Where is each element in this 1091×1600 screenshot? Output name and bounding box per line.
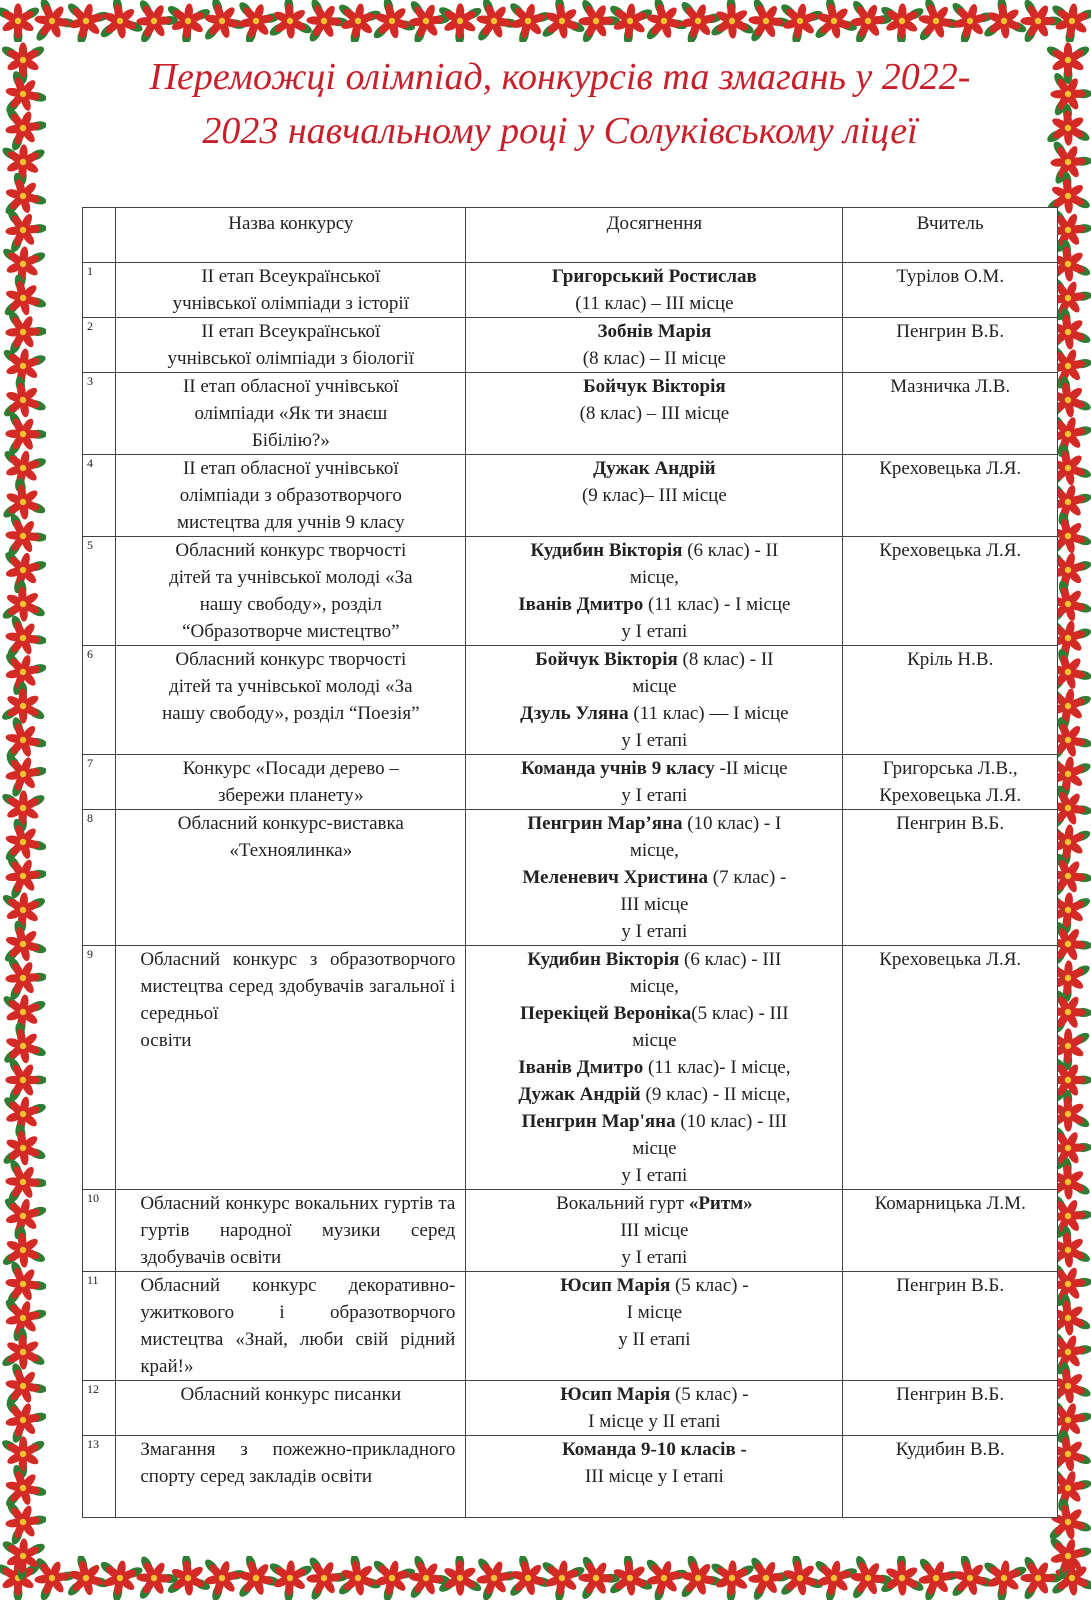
contest-name-line: Обласний конкурс декоративно-ужиткового і образотворчого мистецтва «Знай, люби свій рідний край!» <box>140 1275 456 1377</box>
teacher-name-line: Креховецька Л.Я. <box>879 949 1022 970</box>
achievement-line <box>470 1326 838 1353</box>
teacher-name <box>843 646 1058 755</box>
achievement <box>466 1190 843 1272</box>
achievement-line <box>470 782 838 809</box>
contest-name <box>116 1272 466 1381</box>
teacher-name-line: Кріль Н.В. <box>907 649 994 670</box>
contest-name <box>116 263 466 318</box>
table-row <box>83 946 1058 1190</box>
winner-name: «Ритм» <box>688 1193 753 1214</box>
table-row <box>83 1272 1058 1381</box>
header-contest: Назва конкурсу <box>116 208 466 263</box>
contest-name-line: дітей та учнівської молоді «За <box>169 567 413 588</box>
achievement-line <box>470 864 838 891</box>
teacher-name <box>843 946 1058 1190</box>
table-row <box>83 646 1058 755</box>
table-row <box>83 537 1058 646</box>
contest-name-line: ІІ етап Всеукраїнської <box>201 266 381 287</box>
achievement-text: (11 клас)- І місце, <box>643 1057 791 1078</box>
contest-name <box>116 1190 466 1272</box>
winner-name: Дужак Андрій <box>518 1084 641 1105</box>
table-row <box>83 1190 1058 1272</box>
achievement <box>466 946 843 1190</box>
achievement-line <box>470 946 838 973</box>
achievement-text: у І етапі <box>621 1247 688 1268</box>
teacher-name-line: Турілов О.М. <box>896 266 1005 287</box>
achievement-line <box>470 1054 838 1081</box>
poinsettia-flower-icon <box>122 0 182 42</box>
winner-name: Юсип Марія <box>560 1275 671 1296</box>
results-table <box>82 207 1058 1518</box>
poinsettia-flower-icon <box>1045 42 1091 84</box>
poinsettia-flower-icon <box>564 1556 625 1600</box>
achievement-text: ІІІ місце <box>620 1220 689 1241</box>
achievement-text: (5 клас) - <box>670 1275 749 1296</box>
achievement <box>466 537 843 646</box>
row-number: 13 <box>83 1436 116 1518</box>
winner-name: Меленевич Христина <box>522 867 709 888</box>
poinsettia-flower-icon <box>0 42 46 84</box>
winner-name: Пенгрин Мар’яна <box>527 813 683 834</box>
achievement-text: місце, <box>629 567 679 588</box>
achievement-line <box>470 1436 838 1463</box>
teacher-name <box>843 1381 1058 1436</box>
achievement-line <box>470 1190 838 1217</box>
teacher-name-line: Пенгрин В.Б. <box>896 1275 1005 1296</box>
achievement-line <box>470 1272 838 1299</box>
contest-name <box>116 373 466 455</box>
table-row <box>83 455 1058 537</box>
achievement-text: у І етапі <box>621 1165 688 1186</box>
achievement-text: (10 клас) - ІІІ <box>675 1111 788 1132</box>
achievement-line <box>470 564 838 591</box>
contest-name-line: «Техноялинка» <box>229 840 353 861</box>
row-number: 8 <box>83 810 116 946</box>
achievement-line <box>470 290 838 317</box>
achievement-text: у І етапі <box>621 730 688 751</box>
contest-name <box>116 537 466 646</box>
achievement-text: І місце у ІІ етапі <box>588 1411 721 1432</box>
poinsettia-border-top <box>0 0 1091 42</box>
teacher-name <box>843 263 1058 318</box>
row-number: 11 <box>83 1272 116 1381</box>
winner-name: Бойчук Вікторія <box>583 376 726 397</box>
achievement-line <box>470 810 838 837</box>
contest-name <box>116 755 466 810</box>
achievement-line <box>470 263 838 290</box>
achievement-line <box>470 373 838 400</box>
table-row <box>83 810 1058 946</box>
winner-name: Перекіцей Вероніка <box>520 1003 692 1024</box>
teacher-name-line: Комарницька Л.М. <box>874 1193 1026 1214</box>
achievement-text: (11 клас) - І місце <box>643 594 791 615</box>
teacher-name <box>843 1190 1058 1272</box>
table-row <box>83 1381 1058 1436</box>
achievement-line <box>470 1135 838 1162</box>
achievement-text: у І етапі <box>621 621 688 642</box>
contest-name <box>116 946 466 1190</box>
achievement <box>466 1381 843 1436</box>
achievement-text: І місце <box>626 1302 683 1323</box>
page-title <box>90 50 1030 158</box>
contest-name-line: мистецтва для учнів 9 класу <box>176 512 405 533</box>
contest-name <box>116 318 466 373</box>
contest-name-line: Обласний конкурс-виставка <box>177 813 404 834</box>
poinsettia-flower-icon <box>0 1537 46 1582</box>
achievement-text: у І етапі <box>621 921 688 942</box>
teacher-name <box>843 318 1058 373</box>
winner-name: Кудибин Вікторія <box>527 949 680 970</box>
achievement-text: (6 клас) - ІІІ <box>679 949 782 970</box>
contest-name-line: учнівської олімпіади з історії <box>172 293 409 314</box>
table-row <box>83 263 1058 318</box>
achievement-line <box>470 837 838 864</box>
achievement-line <box>470 755 838 782</box>
achievement <box>466 1436 843 1518</box>
teacher-name-line: Мазничка Л.В. <box>890 376 1011 397</box>
row-number: 3 <box>83 373 116 455</box>
header-achievement: Досягнення <box>466 208 843 263</box>
row-number: 6 <box>83 646 116 755</box>
contest-name <box>116 810 466 946</box>
achievement-line <box>470 1299 838 1326</box>
contest-name-line: нашу свободу», розділ <box>199 594 382 615</box>
winner-name: Григорський Ростислав <box>551 266 757 287</box>
poinsettia-flower-icon <box>0 371 46 433</box>
contest-name-line: нашу свободу», розділ “Поезія” <box>162 703 420 724</box>
contest-name-line: “Образотворче мистецтво” <box>182 621 400 642</box>
achievement-line <box>470 1162 838 1189</box>
teacher-name <box>843 1436 1058 1518</box>
row-number: 5 <box>83 537 116 646</box>
contest-name-line: ІІ етап обласної учнівської <box>182 376 399 397</box>
achievement-text: у ІІ етапі <box>618 1329 691 1350</box>
poinsettia-flower-icon <box>0 473 46 535</box>
achievement-text: місце <box>632 676 677 697</box>
poinsettia-flower-icon <box>0 1119 46 1181</box>
poinsettia-flower-icon <box>0 1017 46 1079</box>
achievement-line <box>470 918 838 945</box>
contest-name-line: Обласний конкурс творчості <box>175 540 407 561</box>
achievement-line <box>470 973 838 1000</box>
table-row <box>83 373 1058 455</box>
achievement <box>466 1272 843 1381</box>
achievement-line <box>470 1381 838 1408</box>
achievement-line <box>470 673 838 700</box>
row-number: 7 <box>83 755 116 810</box>
table-row <box>83 1436 1058 1518</box>
achievement <box>466 263 843 318</box>
header-teacher: Вчитель <box>843 208 1058 263</box>
achievement <box>466 810 843 946</box>
achievement-text: (5 клас) - ІІІ <box>691 1003 789 1024</box>
achievement-line <box>470 318 838 345</box>
row-number: 10 <box>83 1190 116 1272</box>
poinsettia-border-bottom <box>0 1556 1091 1600</box>
achievement-text: (6 клас) - ІІ <box>682 540 779 561</box>
achievement-text: місце, <box>629 976 679 997</box>
achievement-line <box>470 1408 838 1435</box>
contest-name <box>116 646 466 755</box>
achievement-text: у І етапі <box>621 785 688 806</box>
winner-name: Іванів Дмитро <box>518 594 644 615</box>
contest-name-line: ІІ етап Всеукраїнської <box>201 321 381 342</box>
achievement <box>466 373 843 455</box>
header-number <box>83 208 116 263</box>
teacher-name-line: Креховецька Л.Я. <box>879 540 1022 561</box>
poinsettia-flower-icon <box>1045 99 1091 160</box>
achievement-line <box>470 1108 838 1135</box>
teacher-name <box>843 537 1058 646</box>
achievement-line <box>470 1244 838 1271</box>
contest-name-line: освіти <box>140 1030 192 1051</box>
winner-name: Іванів Дмитро <box>518 1057 644 1078</box>
achievement-line <box>470 482 838 509</box>
winner-name: Дзуль Уляна <box>520 703 629 724</box>
teacher-name-line: Пенгрин В.Б. <box>896 321 1005 342</box>
table-row <box>83 755 1058 810</box>
achievement <box>466 755 843 810</box>
achievement-line <box>470 1081 838 1108</box>
winner-name: Команда учнів 9 класу <box>521 758 715 779</box>
teacher-name-line: Кудибин В.В. <box>895 1439 1005 1460</box>
contest-name-line: Обласний конкурс вокальних гуртів та гуртів народної музики серед здобувачів освіти <box>140 1193 456 1268</box>
achievement-line <box>470 537 838 564</box>
row-number: 2 <box>83 318 116 373</box>
achievement-text: ІІІ місце у І етапі <box>584 1466 724 1487</box>
achievement-text: (8 клас) – ІІІ місце <box>579 403 730 424</box>
winner-name: Юсип Марія <box>560 1384 671 1405</box>
winner-name: Команда 9-10 класів - <box>561 1439 747 1460</box>
achievement-text: (9 клас) - ІІ місце, <box>640 1084 791 1105</box>
achievement-line <box>470 591 838 618</box>
achievement-text: (9 клас)– ІІІ місце <box>581 485 727 506</box>
page-title-line-1: Переможці олімпіад, конкурсів та змагань у 2022- <box>149 56 971 98</box>
achievement-line <box>470 1463 838 1490</box>
row-number: 12 <box>83 1381 116 1436</box>
teacher-name <box>843 1272 1058 1381</box>
teacher-name-line: Пенгрин В.Б. <box>896 813 1005 834</box>
winner-name: Бойчук Вікторія <box>535 649 678 670</box>
achievement-text: (8 клас) – ІІ місце <box>582 348 726 369</box>
contest-name <box>116 455 466 537</box>
achievement-text: (8 клас) - ІІ <box>677 649 774 670</box>
achievement-text: -ІІ місце <box>714 758 788 779</box>
poinsettia-flower-icon <box>0 790 46 833</box>
table-body <box>83 263 1058 1518</box>
achievement-line <box>470 646 838 673</box>
poinsettia-flower-icon <box>1045 1533 1091 1586</box>
contest-name-line: олімпіади з образотворчого <box>179 485 402 506</box>
teacher-name-line: Григорська Л.В., <box>882 758 1018 779</box>
teacher-name <box>843 755 1058 810</box>
teacher-name <box>843 373 1058 455</box>
winner-name: Кудибин Вікторія <box>530 540 683 561</box>
table-header-row <box>83 208 1058 263</box>
contest-name-line: учнівської олімпіади з біології <box>167 348 415 369</box>
achievement-text: (10 клас) - І <box>682 813 782 834</box>
achievement-line <box>470 1217 838 1244</box>
achievement-text: Вокальний гурт <box>556 1193 689 1214</box>
contest-name-line: дітей та учнівської молоді «За <box>169 676 413 697</box>
achievement-text: ІІІ місце <box>620 894 689 915</box>
poinsettia-flower-icon <box>0 575 46 636</box>
teacher-name <box>843 810 1058 946</box>
contest-name-line: Обласний конкурс з образотворчого мистецтва серед здобувачів загальної і середньої <box>140 949 456 1024</box>
contest-name-line: олімпіади «Як ти знаєш <box>194 403 388 424</box>
winner-name: Пенгрин Мар'яна <box>521 1111 676 1132</box>
achievement-text: місце <box>632 1138 677 1159</box>
contest-name-line: Конкурс «Посади дерево – <box>182 758 399 779</box>
achievement <box>466 646 843 755</box>
poinsettia-flower-icon <box>0 1221 46 1283</box>
achievement-line <box>470 345 838 372</box>
achievement-line <box>470 1027 838 1054</box>
contest-name-line: Обласний конкурс творчості <box>175 649 407 670</box>
contest-name-line: ІІ етап обласної учнівської <box>182 458 399 479</box>
achievement-line <box>470 400 838 427</box>
achievement-line <box>470 618 838 645</box>
contest-name-line: збережи планету» <box>218 785 364 806</box>
row-number: 4 <box>83 455 116 537</box>
achievement-text: (11 клас) — І місце <box>628 703 789 724</box>
row-number: 1 <box>83 263 116 318</box>
contest-name-line: Бібілію?» <box>251 430 330 451</box>
achievement-line <box>470 727 838 754</box>
teacher-name-line: Креховецька Л.Я. <box>879 785 1022 806</box>
contest-name-line: Обласний конкурс писанки <box>180 1384 402 1405</box>
table-row <box>83 318 1058 373</box>
achievement-text: (7 клас) - <box>708 867 787 888</box>
achievement-text: місце, <box>629 840 679 861</box>
winner-name: Зобнів Марія <box>597 321 712 342</box>
teacher-name-line: Пенгрин В.Б. <box>896 1384 1005 1405</box>
contest-name-line: Змагання з пожежно-прикладного спорту серед закладів освіти <box>140 1439 456 1487</box>
contest-name <box>116 1436 466 1518</box>
achievement-line <box>470 455 838 482</box>
achievement <box>466 318 843 373</box>
achievement-text: (11 клас) – ІІІ місце <box>575 293 734 314</box>
page-title-line-2: 2023 навчальному році у Солуківському ліцеї <box>202 110 918 152</box>
contest-name <box>116 1381 466 1436</box>
winner-name: Дужак Андрій <box>593 458 716 479</box>
poinsettia-flower-icon <box>0 1436 46 1478</box>
achievement <box>466 455 843 537</box>
achievement-line <box>470 700 838 727</box>
achievement-text: місце <box>632 1030 677 1051</box>
achievement-line <box>470 1000 838 1027</box>
achievement-text: (5 клас) - <box>670 1384 749 1405</box>
poinsettia-border-left <box>0 0 46 1600</box>
teacher-name-line: Креховецька Л.Я. <box>879 458 1022 479</box>
row-number: 9 <box>83 946 116 1190</box>
achievement-line <box>470 891 838 918</box>
teacher-name <box>843 455 1058 537</box>
